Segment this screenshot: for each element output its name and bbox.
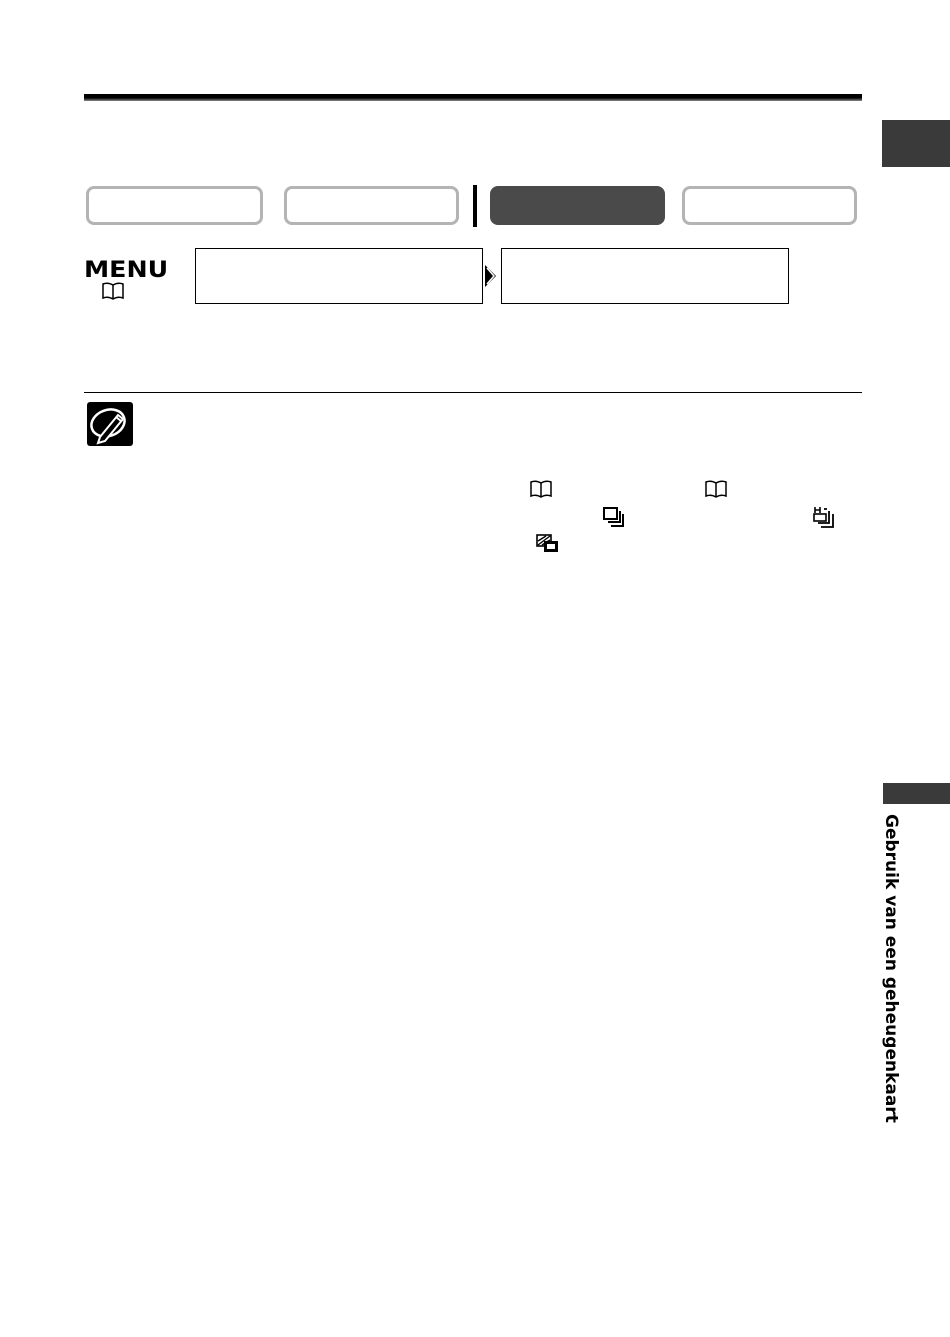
menu-path-box-2 [501,248,789,304]
continuous-shooting-icon [603,507,625,527]
book-icon [101,282,125,300]
chapter-tab [882,120,950,167]
mode-button-4[interactable] [682,186,857,225]
side-tab-label [873,814,913,1123]
side-index-tab [883,783,950,804]
mode-separator [473,185,477,227]
header-rule [84,94,862,101]
side-tab-text: Gebruik van een geheugenkaart [881,814,901,1123]
book-icon [529,480,553,498]
mode-button-3-active[interactable] [490,186,665,225]
hs-continuous-shooting-icon [813,506,835,528]
book-icon [704,480,728,498]
menu-path-box-1 [195,248,483,304]
pencil-note-icon [86,401,134,447]
mode-button-1[interactable] [86,186,263,225]
menu-logo: MENU [84,258,169,283]
section-divider [84,392,862,393]
mode-button-2[interactable] [284,186,459,225]
chevron-right-icon [484,264,498,288]
aeb-icon [536,534,560,554]
